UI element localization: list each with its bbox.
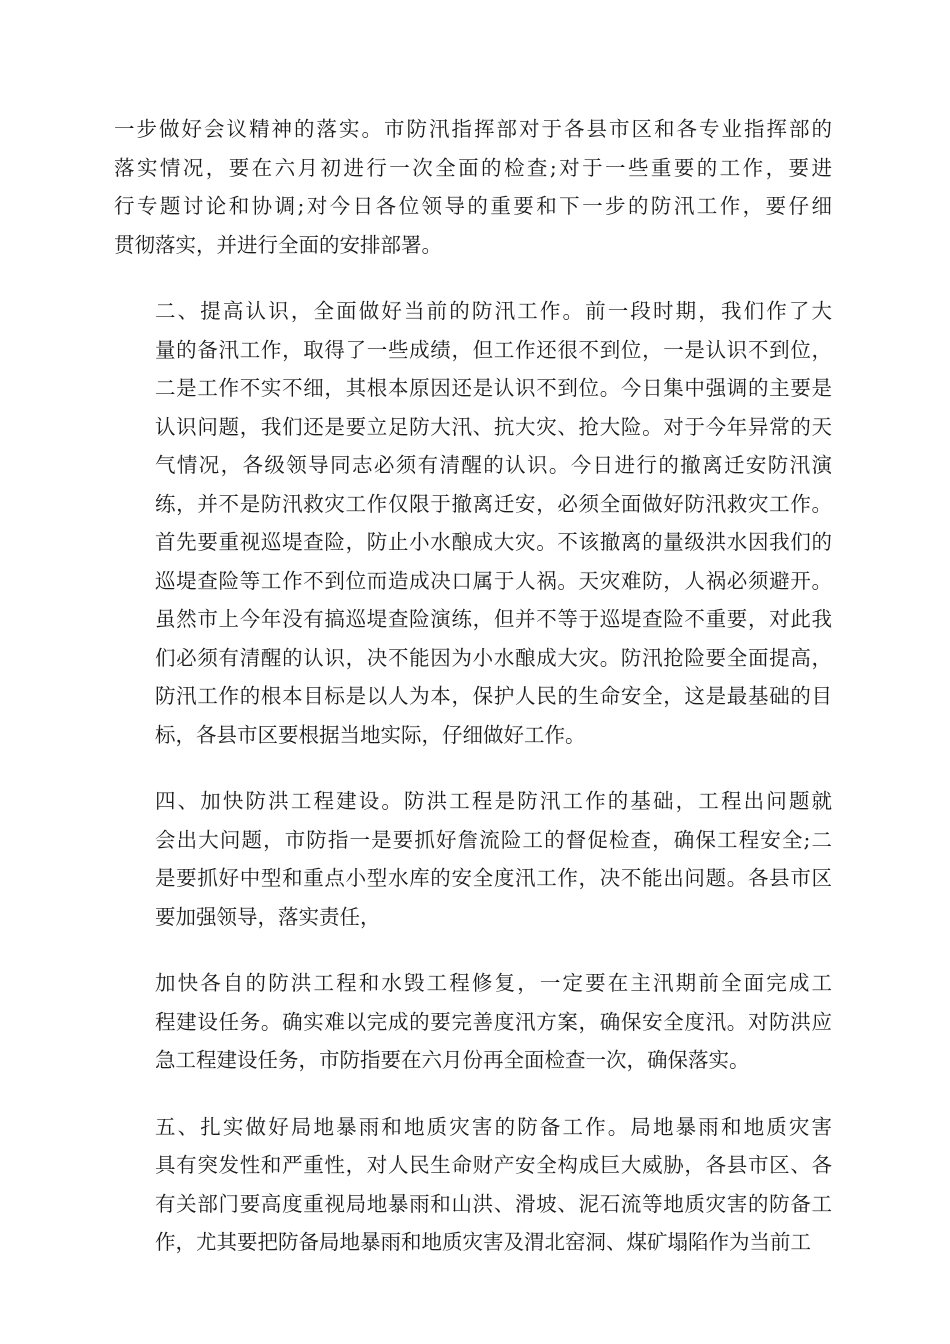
paragraph-line: 要加强领导，落实责任， xyxy=(155,904,381,929)
paragraph-line: 一步做好会议精神的落实。市防汛指挥部对于各县市区和各专业指挥部的 xyxy=(114,117,832,141)
paragraph-line: 四、加快防洪工程建设。防洪工程是防汛工作的基础，工程出问题就 xyxy=(155,789,832,813)
paragraph-line: 练，并不是防汛救灾工作仅限于撤离迁安，必须全面做好防汛救灾工作。 xyxy=(155,491,832,516)
paragraph-line: 气情况，各级领导同志必须有清醒的认识。今日进行的撤离迁安防汛演 xyxy=(155,453,832,477)
paragraph-line: 五、扎实做好局地暴雨和地质灾害的防备工作。局地暴雨和地质灾害 xyxy=(155,1114,832,1139)
paragraph-line: 是要抓好中型和重点小型水库的安全度汛工作，决不能出问题。各县市区 xyxy=(155,866,832,890)
paragraph xyxy=(114,964,832,1080)
paragraph-line: 落实情况，要在六月初进行一次全面的检查;对于一些重要的工作，要进 xyxy=(114,155,832,180)
paragraph-line: 们必须有清醒的认识，决不能因为小水酿成大灾。防汛抢险要全面提高， xyxy=(155,645,832,670)
paragraph-line: 具有突发性和严重性，对人民生命财产安全构成巨大威胁，各县市区、各 xyxy=(155,1153,832,1177)
paragraph-line: 防汛工作的根本目标是以人为本，保护人民的生命安全，这是最基础的目 xyxy=(155,684,832,708)
paragraph xyxy=(114,1108,832,1262)
paragraph xyxy=(114,110,832,264)
paragraph-line: 虽然市上今年没有搞巡堤查险演练，但并不等于巡堤查险不重要，对此我 xyxy=(155,607,832,631)
paragraph-line: 贯彻落实，并进行全面的安排部署。 xyxy=(114,232,442,257)
paragraph-line: 行专题讨论和协调;对今日各位领导的重要和下一步的防汛工作，要仔细 xyxy=(114,194,832,218)
paragraph-line: 加快各自的防洪工程和水毁工程修复，一定要在主汛期前全面完成工 xyxy=(155,971,832,995)
paragraph-line: 标，各县市区要根据当地实际，仔细做好工作。 xyxy=(155,722,586,747)
paragraph-line: 巡堤查险等工作不到位而造成决口属于人祸。天灾难防，人祸必须避开。 xyxy=(155,568,832,593)
paragraph-line: 量的备汛工作，取得了一些成绩，但工作还很不到位，一是认识不到位， xyxy=(155,337,832,362)
paragraph xyxy=(114,292,832,754)
paragraph-line: 二是工作不实不细，其根本原因还是认识不到位。今日集中强调的主要是 xyxy=(155,376,832,400)
paragraph-line: 认识问题，我们还是要立足防大汛、抗大灾、抢大险。对于今年异常的天 xyxy=(155,414,832,439)
paragraph-line: 首先要重视巡堤查险，防止小水酿成大灾。不该撤离的量级洪水因我们的 xyxy=(155,530,832,554)
paragraph-line: 程建设任务。确实难以完成的要完善度汛方案，确保安全度汛。对防洪应 xyxy=(155,1009,832,1034)
paragraph xyxy=(114,782,832,936)
paragraph-line: 有关部门要高度重视局地暴雨和山洪、滑坡、泥石流等地质灾害的防备工 xyxy=(155,1191,832,1216)
paragraph-line: 急工程建设任务，市防指要在六月份再全面检查一次，确保落实。 xyxy=(155,1048,750,1072)
paragraph-line: 会出大问题，市防指一是要抓好詹流险工的督促检查，确保工程安全;二 xyxy=(155,827,832,852)
document-body xyxy=(114,110,832,1290)
paragraph-line: 二、提高认识，全面做好当前的防汛工作。前一段时期，我们作了大 xyxy=(155,299,832,323)
paragraph-line: 作，尤其要把防备局地暴雨和地质灾害及渭北窑洞、煤矿塌陷作为当前工 xyxy=(155,1230,811,1254)
